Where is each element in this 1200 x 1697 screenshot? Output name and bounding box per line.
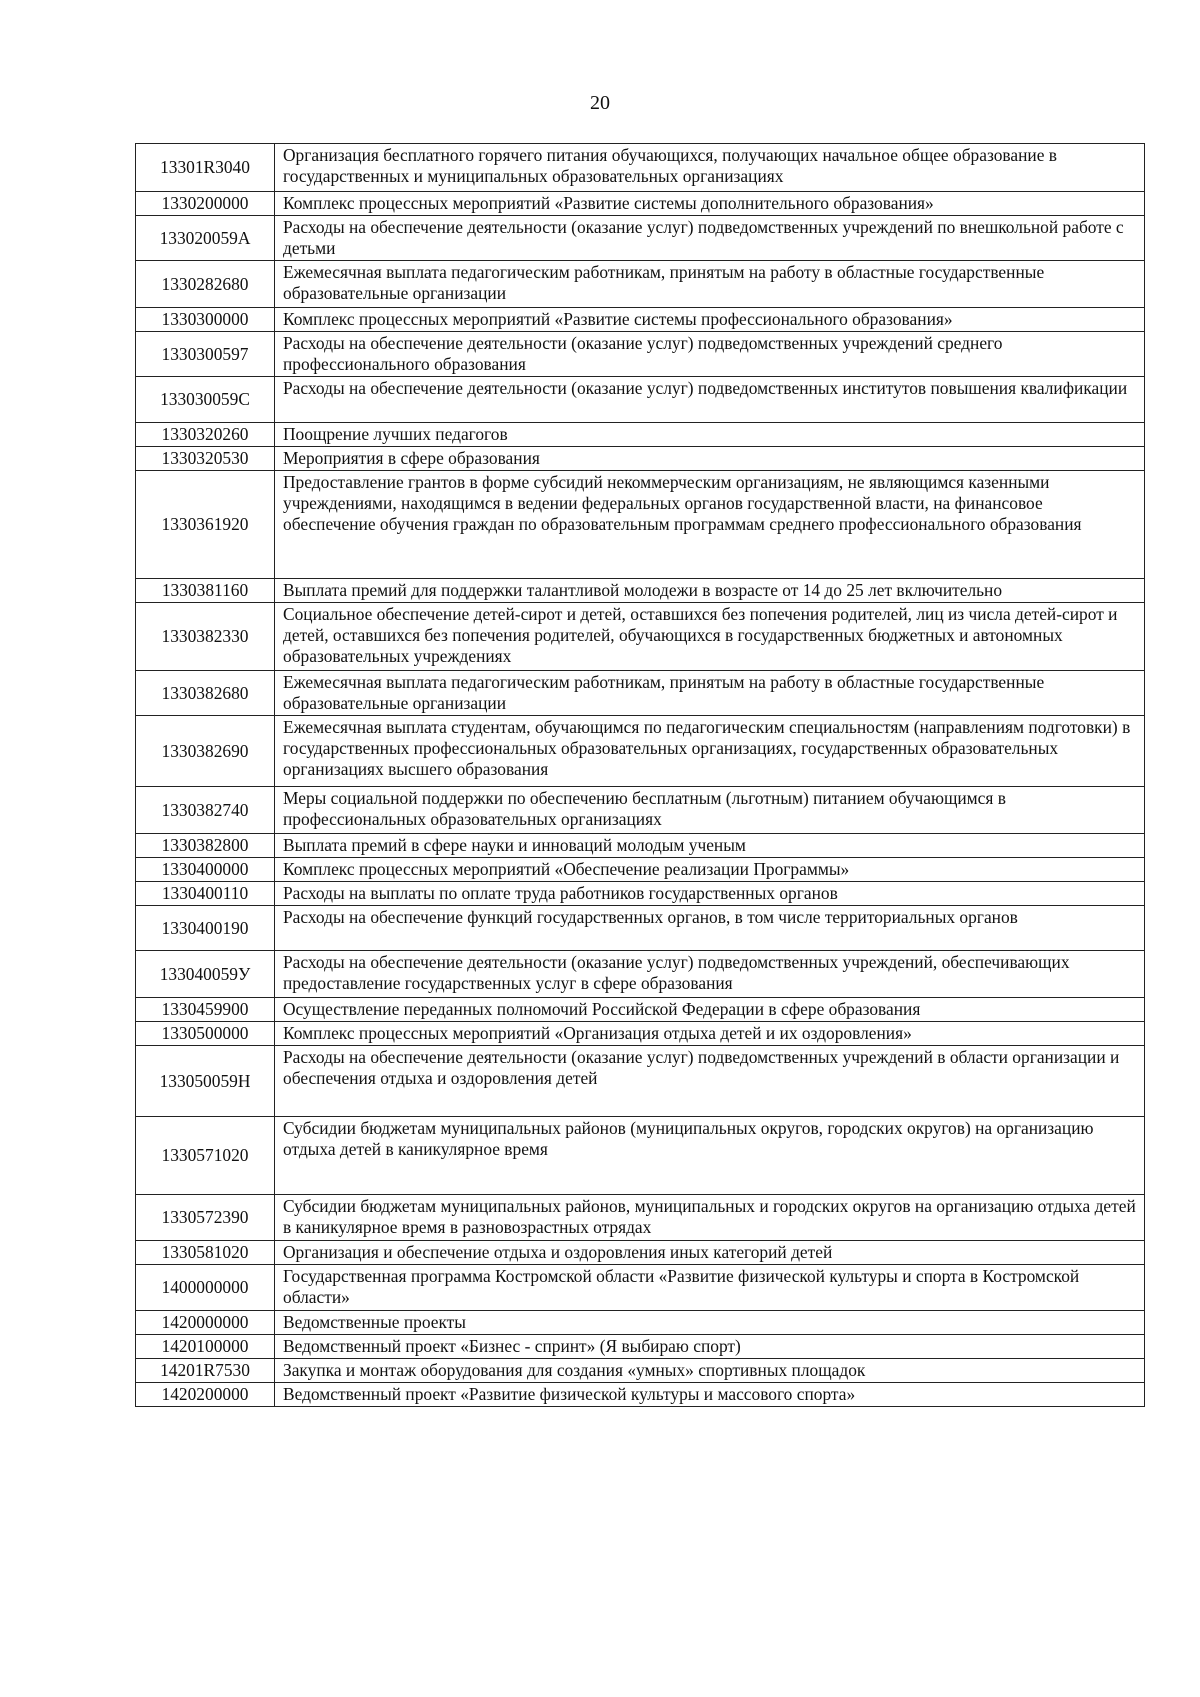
row-code: 1330400000 bbox=[136, 858, 275, 882]
table-row bbox=[136, 1335, 1145, 1359]
row-name: Расходы на обеспечение деятельности (оказание услуг) подведомственных институтов повышения квалификации bbox=[275, 377, 1145, 423]
row-code: 1330382740 bbox=[136, 787, 275, 834]
row-code: 1330382680 bbox=[136, 671, 275, 716]
table-row bbox=[136, 471, 1145, 579]
row-name: Меры социальной поддержки по обеспечению бесплатным (льготным) питанием обучающимся в профессиональных образовательных организациях bbox=[275, 787, 1145, 834]
row-name: Комплекс процессных мероприятий «Развитие системы профессионального образования» bbox=[275, 308, 1145, 332]
table-row bbox=[136, 1359, 1145, 1383]
table-row bbox=[136, 377, 1145, 423]
row-name: Государственная программа Костромской области «Развитие физической культуры и спорта в Костромской области» bbox=[275, 1265, 1145, 1311]
row-code: 133040059У bbox=[136, 951, 275, 998]
row-name: Субсидии бюджетам муниципальных районов (муниципальных округов, городских округов) на организацию отдыха детей в каникулярное время bbox=[275, 1117, 1145, 1195]
table-row bbox=[136, 671, 1145, 716]
row-code: 1400000000 bbox=[136, 1265, 275, 1311]
table-row bbox=[136, 423, 1145, 447]
row-code: 133020059А bbox=[136, 216, 275, 261]
row-code: 1330381160 bbox=[136, 579, 275, 603]
table-row bbox=[136, 998, 1145, 1022]
table-row bbox=[136, 1265, 1145, 1311]
row-code: 133050059Н bbox=[136, 1046, 275, 1117]
table-row bbox=[136, 1241, 1145, 1265]
row-code: 1330300000 bbox=[136, 308, 275, 332]
row-name: Комплекс процессных мероприятий «Организация отдыха детей и их оздоровления» bbox=[275, 1022, 1145, 1046]
row-code: 1330320530 bbox=[136, 447, 275, 471]
row-name: Закупка и монтаж оборудования для создания «умных» спортивных площадок bbox=[275, 1359, 1145, 1383]
row-code: 133030059С bbox=[136, 377, 275, 423]
table-row bbox=[136, 1022, 1145, 1046]
table-row bbox=[136, 447, 1145, 471]
table-row bbox=[136, 308, 1145, 332]
table-row bbox=[136, 1195, 1145, 1241]
row-code: 14201R7530 bbox=[136, 1359, 275, 1383]
row-name: Организация бесплатного горячего питания обучающихся, получающих начальное общее образование в государственных и муниципальных образовательных организациях bbox=[275, 144, 1145, 192]
row-name: Осуществление переданных полномочий Российской Федерации в сфере образования bbox=[275, 998, 1145, 1022]
table-row bbox=[136, 1117, 1145, 1195]
table-row bbox=[136, 261, 1145, 308]
table-row bbox=[136, 1311, 1145, 1335]
budget-codes-table bbox=[135, 143, 1145, 1407]
row-code: 1330320260 bbox=[136, 423, 275, 447]
table-row bbox=[136, 332, 1145, 377]
row-code: 1330382330 bbox=[136, 603, 275, 671]
row-name: Выплата премий для поддержки талантливой молодежи в возрасте от 14 до 25 лет включительно bbox=[275, 579, 1145, 603]
row-code: 1330571020 bbox=[136, 1117, 275, 1195]
row-code: 1330400190 bbox=[136, 906, 275, 951]
row-name: Ежемесячная выплата педагогическим работникам, принятым на работу в областные государственные образовательные организации bbox=[275, 261, 1145, 308]
row-code: 13301R3040 bbox=[136, 144, 275, 192]
table-row bbox=[136, 603, 1145, 671]
row-name: Поощрение лучших педагогов bbox=[275, 423, 1145, 447]
row-name: Расходы на обеспечение деятельности (оказание услуг) подведомственных учреждений, обеспечивающих предоставление государственных услуг в сфере образования bbox=[275, 951, 1145, 998]
row-code: 1330581020 bbox=[136, 1241, 275, 1265]
row-code: 1420100000 bbox=[136, 1335, 275, 1359]
row-name: Расходы на выплаты по оплате труда работников государственных органов bbox=[275, 882, 1145, 906]
table-row bbox=[136, 216, 1145, 261]
row-code: 1330500000 bbox=[136, 1022, 275, 1046]
row-name: Расходы на обеспечение функций государственных органов, в том числе территориальных органов bbox=[275, 906, 1145, 951]
row-name: Комплекс процессных мероприятий «Обеспечение реализации Программы» bbox=[275, 858, 1145, 882]
row-code: 1330459900 bbox=[136, 998, 275, 1022]
table-row bbox=[136, 858, 1145, 882]
row-name: Ежемесячная выплата студентам, обучающимся по педагогическим специальностям (направлениям подготовки) в государственных профессиональных образовательных организациях, государственных образовательных организациях высшего образования bbox=[275, 716, 1145, 787]
row-name: Комплекс процессных мероприятий «Развитие системы дополнительного образования» bbox=[275, 192, 1145, 216]
row-code: 1330382690 bbox=[136, 716, 275, 787]
row-name: Расходы на обеспечение деятельности (оказание услуг) подведомственных учреждений среднего профессионального образования bbox=[275, 332, 1145, 377]
row-name: Предоставление грантов в форме субсидий некоммерческим организациям, не являющимся казенными учреждениями, находящимся в ведении федеральных органов государственной власти, на финансовое обеспечение обучения граждан по образовательным программам среднего профессионального образования bbox=[275, 471, 1145, 579]
row-name: Ежемесячная выплата педагогическим работникам, принятым на работу в областные государственные образовательные организации bbox=[275, 671, 1145, 716]
table-row bbox=[136, 144, 1145, 192]
table-row bbox=[136, 882, 1145, 906]
table-row bbox=[136, 716, 1145, 787]
row-name: Расходы на обеспечение деятельности (оказание услуг) подведомственных учреждений по внешкольной работе с детьми bbox=[275, 216, 1145, 261]
table-row bbox=[136, 1046, 1145, 1117]
row-code: 1330382800 bbox=[136, 834, 275, 858]
row-code: 1330361920 bbox=[136, 471, 275, 579]
row-name: Мероприятия в сфере образования bbox=[275, 447, 1145, 471]
row-code: 1420200000 bbox=[136, 1383, 275, 1407]
row-code: 1330572390 bbox=[136, 1195, 275, 1241]
row-name: Ведомственный проект «Бизнес - спринт» (Я выбираю спорт) bbox=[275, 1335, 1145, 1359]
table-row bbox=[136, 192, 1145, 216]
table-row bbox=[136, 1383, 1145, 1407]
row-code: 1330282680 bbox=[136, 261, 275, 308]
table-row bbox=[136, 951, 1145, 998]
table-row bbox=[136, 906, 1145, 951]
row-name: Социальное обеспечение детей-сирот и детей, оставшихся без попечения родителей, лиц из числа детей-сирот и детей, оставшихся без попечения родителей, обучающихся в государственных бюджетных и автономных образовательных учреждениях bbox=[275, 603, 1145, 671]
table-body bbox=[136, 144, 1145, 1407]
table-row bbox=[136, 579, 1145, 603]
row-name: Выплата премий в сфере науки и инноваций молодым ученым bbox=[275, 834, 1145, 858]
row-name: Расходы на обеспечение деятельности (оказание услуг) подведомственных учреждений в области организации и обеспечения отдыха и оздоровления детей bbox=[275, 1046, 1145, 1117]
page-number: 20 bbox=[590, 92, 610, 114]
table-row bbox=[136, 787, 1145, 834]
row-name: Ведомственные проекты bbox=[275, 1311, 1145, 1335]
row-name: Субсидии бюджетам муниципальных районов, муниципальных и городских округов на организацию отдыха детей в каникулярное время в разновозрастных отрядах bbox=[275, 1195, 1145, 1241]
table-row bbox=[136, 834, 1145, 858]
row-code: 1330300597 bbox=[136, 332, 275, 377]
row-code: 1420000000 bbox=[136, 1311, 275, 1335]
row-code: 1330400110 bbox=[136, 882, 275, 906]
row-name: Ведомственный проект «Развитие физической культуры и массового спорта» bbox=[275, 1383, 1145, 1407]
row-name: Организация и обеспечение отдыха и оздоровления иных категорий детей bbox=[275, 1241, 1145, 1265]
row-code: 1330200000 bbox=[136, 192, 275, 216]
